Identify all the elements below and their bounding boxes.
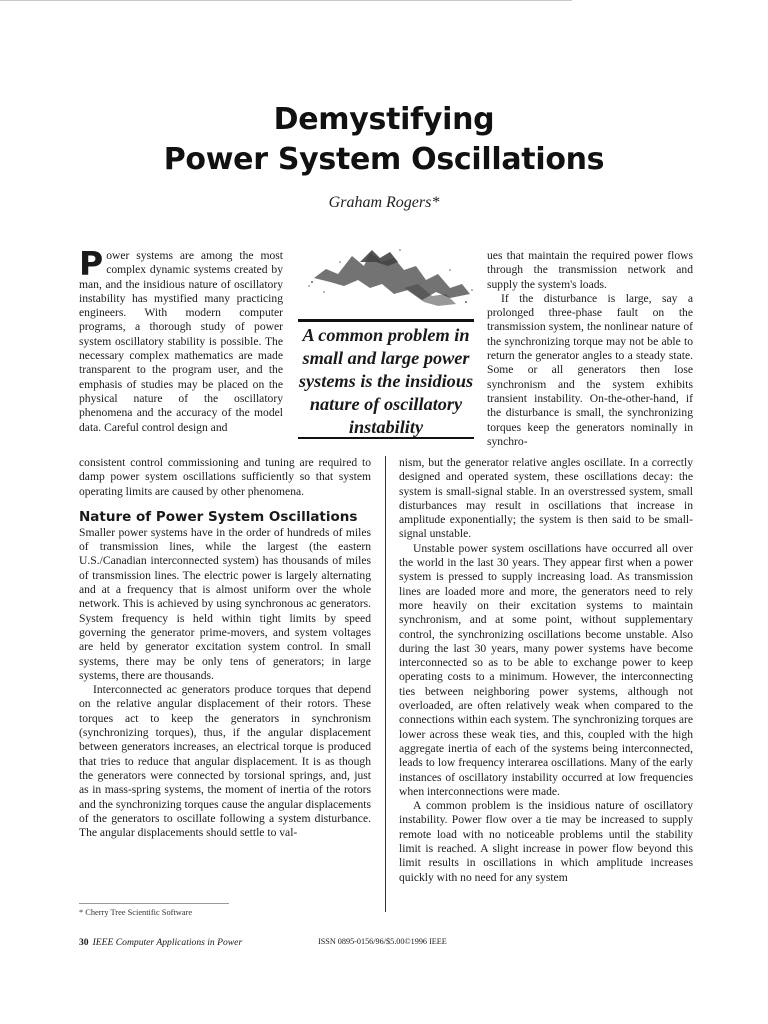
author-byline [100, 194, 668, 212]
column-divider [385, 456, 386, 912]
body-paragraph: If the disturbance is large, say a prolonged three-phase fault on the transmission system, the nonlinear nature of the synchronizing torque may not be able to return the generator angles to a steady state. Some or all generators then lose synchronism and the system exhibits transient instability. On-the-other-hand, if the disturbance is small, the synchronizing torques keep the generators nominally in synchro- [487, 291, 693, 448]
title-line-2: Power System Oscillations [163, 142, 605, 177]
issn-line: ISSN 0895-0156/96/$5.00©1996 IEEE [318, 937, 447, 946]
author-name: Graham Rogers [328, 194, 432, 211]
section-heading: Nature of Power System Oscillations [79, 508, 358, 525]
journal-name: IEEE Computer Applications in Power [92, 937, 243, 948]
article-title [100, 100, 668, 180]
page-number: 30 [79, 937, 89, 948]
body-paragraph: Interconnected ac generators produce torques that depend on the relative angular displacement of their rotors. These torques act to keep the generators in synchronism (synchronizing torques), thus, if the angular displacement between generators increases, an electrical torque is produced that tries to reduce that angular displacement. It is as though the generators were connected by torsional springs, and, just as in mass-spring systems, the moment of inertia of the rotors and the synchronizing torques cause the angular displacements of the generators to oscillate following a system disturbance. The angular displacements should settle to val- [79, 683, 371, 840]
body-paragraph: Unstable power system oscillations have occurred all over the world in the last 30 years. They appear first when a power system is pressed to supply increasing load. As transmission lines are loaded more and more, the generators need to rely more heavily on their excitation systems to maintain synchronism, and at some point, without supplementary control, the synchronizing oscillations become unstable. Also during the last 30 years, many power systems have become interconnected so as to be able to exchange power to keep operating costs to a minimum. However, the interconnecting ties between neighboring power systems, although not overloaded, are often relatively weak when compared to the connections within each system. The synchronizing torques are lower across these weak ties, and this, coupled with the high aggregate inertia of each of the systems being interconnected, leads to low frequency interarea oscillations. Many of the early instances of oscillatory instability occurred at low frequencies when interconnections were made. [399, 541, 693, 798]
right-column [399, 456, 693, 885]
body-paragraph: nism, but the generator relative angles oscillate. In a correctly designed and operated system, these oscillations decay: the system is small-signal stable. In an overstressed system, small disturbances may result in oscillations that increase in amplitude exponentially; the system is then said to be small-signal unstable. [399, 456, 693, 541]
pull-quote-bottom-rule [298, 437, 474, 439]
body-paragraph: ues that maintain the required power flows through the transmission network and supply the system's loads. [487, 249, 693, 291]
pull-quote: A common problem in small and large power systems is the insidious nature of oscillatory instability [298, 325, 474, 437]
top-rule [0, 0, 572, 1]
right-column-top [487, 249, 693, 449]
intro-column [79, 244, 283, 435]
body-paragraph: A common problem is the insidious nature of oscillatory instability. Power flow over a tie may be increased to supply remote load with no noticeable problems until the stability limit is reached. A slight increase in power flow beyond this limit results in oscillations in which amplitude increases quickly with no need for any system [399, 799, 693, 884]
footnote-rule [79, 903, 229, 904]
drop-cap: P [79, 244, 104, 283]
body-paragraph: Smaller power systems have in the order of hundreds of miles of transmission lines, while the largest (the eastern U.S./Canadian interconnected system) has thousands of miles of transmission lines. The electric power is largely alternating and at a frequency that is almost uniform over the whole network. This is achieved by using synchronous ac generators. System frequency is held within tight limits by speed governing the generator prime-movers, and system voltages are held by generator excitation system control. In small systems, there may be only tens of generators; in large systems, there are thousands. [79, 525, 371, 682]
intro-text: ower systems are among the most complex dynamic systems created by man, and the insidious nature of oscillatory instability has mystified many practicing engineers. With modern computer programs, a thorough study of power system oscillatory stability is possible. The necessary complex mathematics are made transparent to the program user, and the emphasis of studies may be placed on the physical nature of the oscillatory phenomena and the accuracy of the model data. Careful control design and [79, 249, 283, 434]
footnote: * Cherry Tree Scientific Software [79, 908, 193, 917]
left-column [79, 456, 371, 840]
author-footnote-mark: * [431, 194, 440, 211]
page-footer [79, 937, 242, 948]
pull-quote-top-rule [298, 319, 474, 322]
title-line-1: Demystifying [273, 102, 495, 137]
body-paragraph: consistent control commissioning and tuning are required to damp power system oscillations sufficiently so that system operating limits are caused by other phenomena. [79, 456, 371, 498]
wave-illustration [300, 244, 480, 312]
